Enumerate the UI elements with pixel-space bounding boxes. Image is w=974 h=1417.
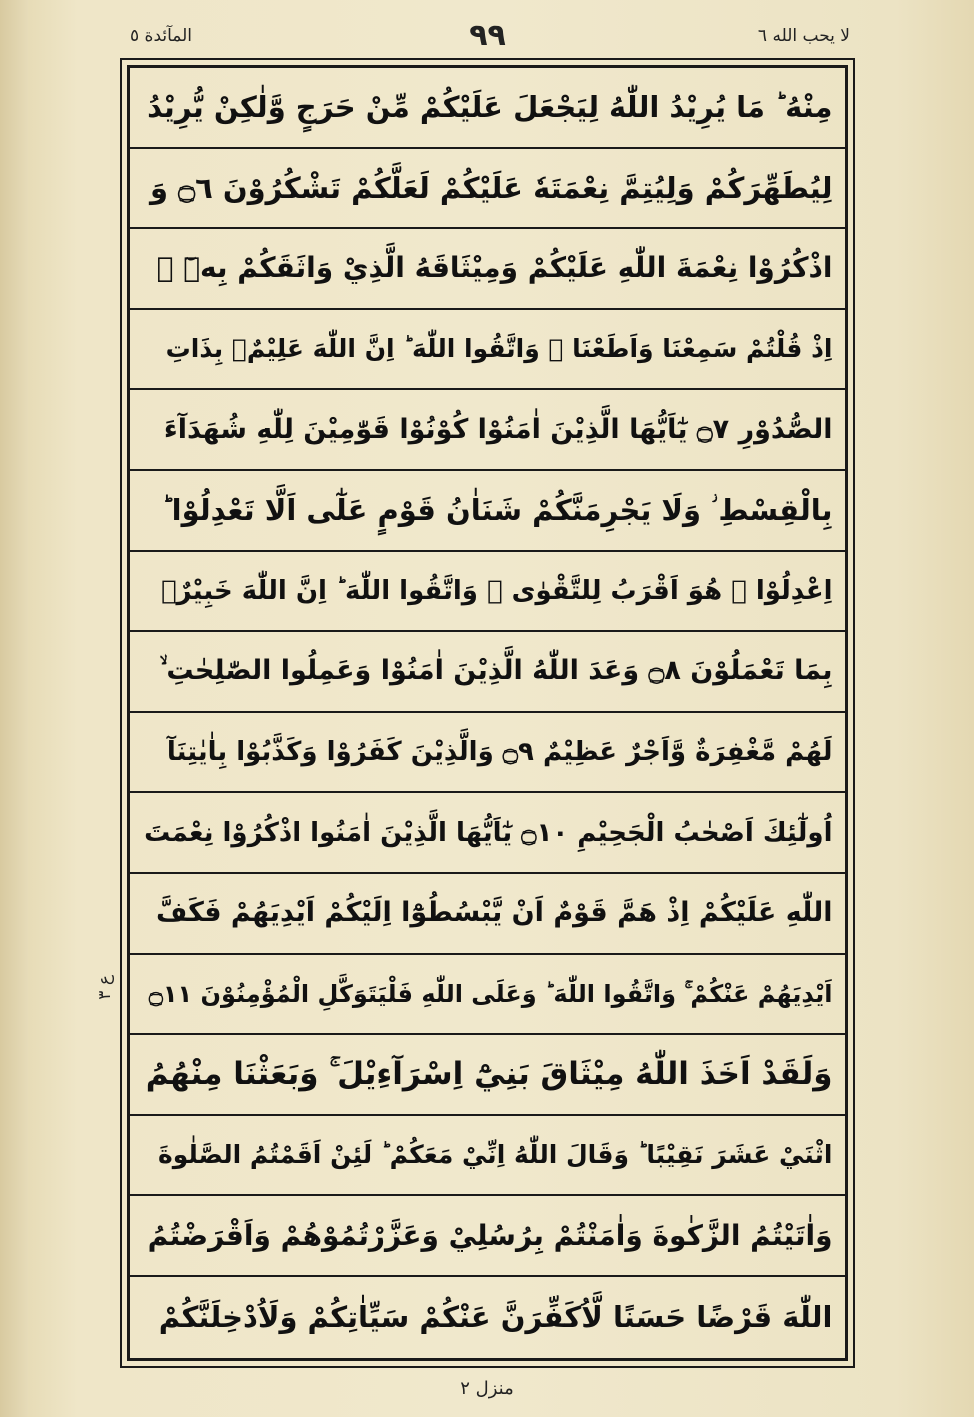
surah-name: المآئدة ٥: [130, 26, 193, 46]
verse-line: [130, 632, 845, 713]
verse-line-text: بِمَا تَعْمَلُوْنَ ۝٨ وَعَدَ اللّٰهُ الَّذِيْنَ اٰمَنُوْا وَعَمِلُوا الصّٰلِحٰتِ ۙ: [159, 655, 833, 687]
verse-line-text: اللّٰهَ قَرْضًا حَسَنًا لَّاُكَفِّرَنَّ عَنْكُمْ سَيِّاٰتِكُمْ وَلَاُدْخِلَنَّكُمْ: [158, 1300, 833, 1335]
verse-line-text: اِعْدِلُوْا ۟ هُوَ اَقْرَبُ لِلتَّقْوٰى ؗ وَاتَّقُوا اللّٰهَ ؕ اِنَّ اللّٰهَ خَبِيْرٌۢ: [160, 575, 833, 606]
verse-line: [130, 1277, 845, 1358]
verse-line-text: اَيْدِيَهُمْ عَنْكُمْ ۚ وَاتَّقُوا اللّٰهَ ؕ وَعَلَى اللّٰهِ فَلْيَتَوَكَّلِ الْمُؤْمِنُوْنَ ۝١١: [148, 979, 833, 1008]
verse-line: [130, 471, 845, 552]
verse-line-text: اُولٰٓئِكَ اَصْحٰبُ الْجَحِيْمِ ۝١٠ يٰٓاَيُّهَا الَّذِيْنَ اٰمَنُوا اذْكُرُوْا نِعْمَتَ: [144, 817, 833, 848]
manzil-footer: منزل ٢: [460, 1378, 514, 1399]
verse-line-text: اِذْ قُلْتُمْ سَمِعْنَا وَاَطَعْنَا ؗ وَاتَّقُوا اللّٰهَ ؕ اِنَّ اللّٰهَ عَلِيْمٌۢ بِذَاتِ: [165, 334, 833, 364]
verse-line-text: اللّٰهِ عَلَيْكُمْ اِذْ هَمَّ قَوْمٌ اَنْ يَّبْسُطُوْٓا اِلَيْكُمْ اَيْدِيَهُمْ فَكَفَّ: [155, 897, 833, 929]
verse-line: [130, 1035, 845, 1116]
verse-line: [130, 68, 845, 149]
verse-line: [130, 874, 845, 955]
juz-name: لا يحب الله ٦: [757, 26, 850, 46]
verse-line-text: وَلَقَدْ اَخَذَ اللّٰهُ مِيْثَاقَ بَنِيْٓ اِسْرَآءِيْلَ ۚ وَبَعَثْنَا مِنْهُمُ: [145, 1056, 833, 1093]
binding-gutter: [0, 0, 28, 1417]
page-header: [120, 20, 855, 60]
verse-line: [130, 955, 845, 1036]
verse-line-text: وَاٰتَيْتُمُ الزَّكٰوةَ وَاٰمَنْتُمْ بِرُسُلِيْ وَعَزَّرْتُمُوْهُمْ وَاَقْرَضْتُمُ: [147, 1218, 833, 1252]
verse-line-text: الصُّدُوْرِ ۝٧ يٰٓاَيُّهَا الَّذِيْنَ اٰمَنُوْا كُوْنُوْا قَوّٰمِيْنَ لِلّٰهِ شُهَدَآءَ: [163, 413, 833, 445]
ruku-margin-mark: ع ٣: [95, 975, 115, 1000]
verse-line: [130, 713, 845, 794]
verse-line-text: لِيُطَهِّرَكُمْ وَلِيُتِمَّ نِعْمَتَهٗ عَلَيْكُمْ لَعَلَّكُمْ تَشْكُرُوْنَ ۝٦ وَ: [149, 170, 833, 205]
verse-line-text: اذْكُرُوْا نِعْمَةَ اللّٰهِ عَلَيْكُمْ وَمِيْثَاقَهُ الَّذِيْ وَاثَقَكُمْ بِهٖٓ ۙ: [156, 251, 833, 285]
verse-line-text: اثْنَيْ عَشَرَ نَقِيْبًا ؕ وَقَالَ اللّٰهُ اِنِّيْ مَعَكُمْ ؕ لَئِنْ اَقَمْتُمُ الصَّلٰوةَ: [157, 1140, 833, 1170]
verse-line: [130, 149, 845, 230]
verse-line-text: لَهُمْ مَّغْفِرَةٌ وَّاَجْرٌ عَظِيْمٌ ۝٩ وَالَّذِيْنَ كَفَرُوْا وَكَذَّبُوْا بِاٰيٰتِنَآ: [166, 737, 833, 768]
verse-line: [130, 390, 845, 471]
verse-line: [130, 793, 845, 874]
verse-line: [130, 310, 845, 391]
verse-line-text: بِالْقِسْطِ ؗ وَلَا يَجْرِمَنَّكُمْ شَنَاٰنُ قَوْمٍ عَلٰٓى اَلَّا تَعْدِلُوْا ؕ: [161, 493, 833, 528]
verse-line: [130, 1196, 845, 1277]
verse-line-text: مِنْهُ ؕ مَا يُرِيْدُ اللّٰهُ لِيَجْعَلَ عَلَيْكُمْ مِّنْ حَرَجٍ وَّلٰكِنْ يُّرِيْدُ: [147, 90, 833, 125]
verse-line: [130, 552, 845, 633]
verse-line: [130, 1116, 845, 1197]
text-block: [130, 68, 845, 1358]
verse-line: [130, 229, 845, 310]
page-number: ٩٩: [469, 18, 506, 53]
